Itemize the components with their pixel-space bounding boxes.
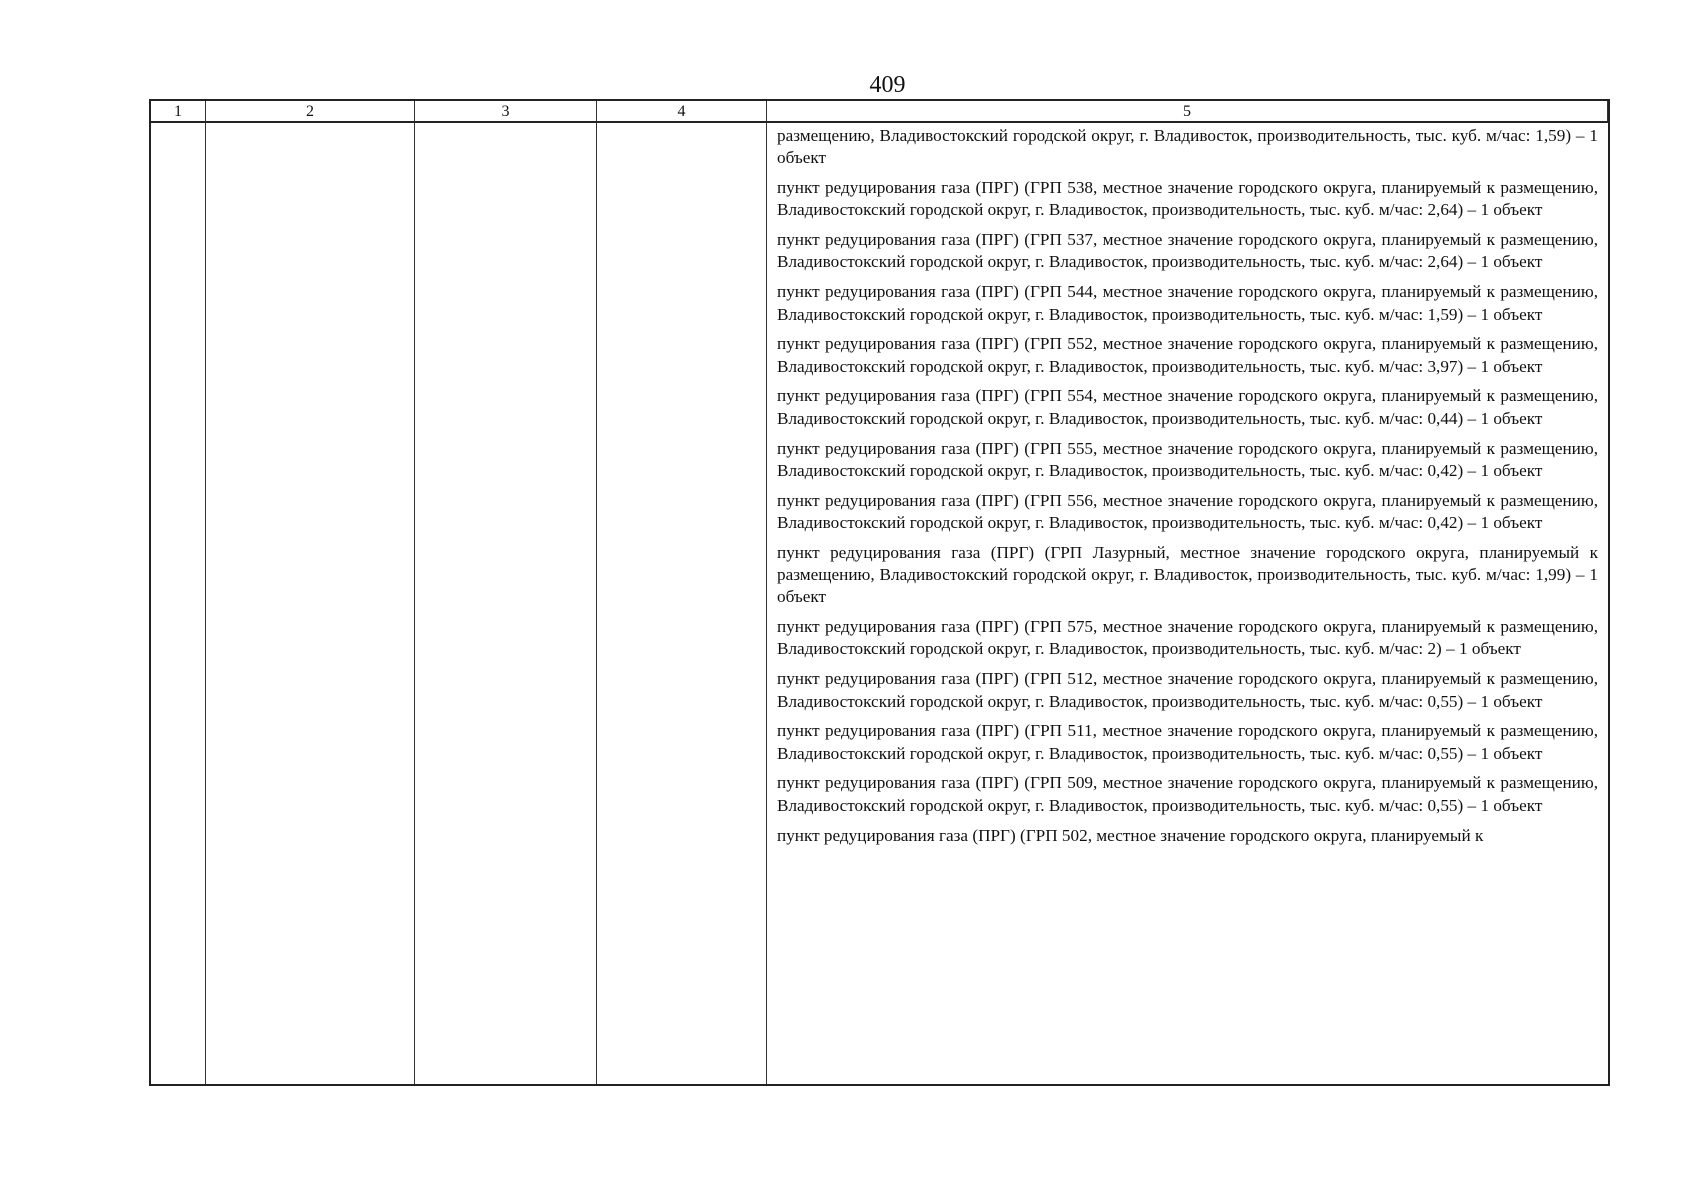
table-entry: размещению, Владивостокский городской округ, г. Владивосток, производительность, тыс. куб. м/час: 1,59) – 1 объект: [777, 126, 1598, 168]
column-header-1: 1: [151, 101, 206, 123]
column-2-body: [206, 123, 415, 1084]
page-number: 409: [869, 72, 906, 98]
column-header-2: 2: [206, 101, 415, 123]
table-entry: пункт редуцирования газа (ПРГ) (ГРП 502, местное значение городского округа, планируемый к: [777, 825, 1484, 845]
table-entry: пункт редуцирования газа (ПРГ) (ГРП 544, местное значение городского округа, планируемый к размещению, Владивостокский городской округ, г. Владивосток, производительность, тыс. куб. м/час: 1,59) – 1 объект: [777, 282, 1598, 324]
table-entry: пункт редуцирования газа (ПРГ) (ГРП 511, местное значение городского округа, планируемый к размещению, Владивостокский городской округ, г. Владивосток, производительность, тыс. куб. м/час: 0,55) – 1 объект: [777, 721, 1598, 763]
table-entry: пункт редуцирования газа (ПРГ) (ГРП 575, местное значение городского округа, планируемый к размещению, Владивостокский городской округ, г. Владивосток, производительность, тыс. куб. м/час: 2) – 1 объект: [777, 617, 1598, 659]
document-table: [149, 99, 1610, 1086]
column-header-5: 5: [767, 101, 1608, 123]
table-entry: пункт редуцирования газа (ПРГ) (ГРП 552, местное значение городского округа, планируемый к размещению, Владивостокский городской округ, г. Владивосток, производительность, тыс. куб. м/час: 3,97) – 1 объект: [777, 334, 1598, 376]
column-header-3: 3: [415, 101, 597, 123]
column-4-body: [597, 123, 767, 1084]
column-header-4: 4: [597, 101, 767, 123]
column-1-body: [151, 123, 206, 1084]
table-entry: пункт редуцирования газа (ПРГ) (ГРП 555, местное значение городского округа, планируемый к размещению, Владивостокский городской округ, г. Владивосток, производительность, тыс. куб. м/час: 0,42) – 1 объект: [777, 438, 1598, 480]
column-3-body: [415, 123, 597, 1084]
table-entry: пункт редуцирования газа (ПРГ) (ГРП Лазурный, местное значение городского округа, планируемый к размещению, Владивостокский городской округ, г. Владивосток, производительность, тыс. куб. м/час: 1,99) – 1 объект: [777, 542, 1598, 607]
table-entry: пункт редуцирования газа (ПРГ) (ГРП 512, местное значение городского округа, планируемый к размещению, Владивостокский городской округ, г. Владивосток, производительность, тыс. куб. м/час: 0,55) – 1 объект: [777, 669, 1598, 711]
column-5-body: [767, 123, 1608, 1084]
table-entry: пункт редуцирования газа (ПРГ) (ГРП 554, местное значение городского округа, планируемый к размещению, Владивостокский городской округ, г. Владивосток, производительность, тыс. куб. м/час: 0,44) – 1 объект: [777, 386, 1598, 428]
table-entry: пункт редуцирования газа (ПРГ) (ГРП 538, местное значение городского округа, планируемый к размещению, Владивостокский городской округ, г. Владивосток, производительность, тыс. куб. м/час: 2,64) – 1 объект: [777, 178, 1598, 220]
table-entry: пункт редуцирования газа (ПРГ) (ГРП 537, местное значение городского округа, планируемый к размещению, Владивостокский городской округ, г. Владивосток, производительность, тыс. куб. м/час: 2,64) – 1 объект: [777, 230, 1598, 272]
table-entry: пункт редуцирования газа (ПРГ) (ГРП 509, местное значение городского округа, планируемый к размещению, Владивостокский городской округ, г. Владивосток, производительность, тыс. куб. м/час: 0,55) – 1 объект: [777, 773, 1598, 815]
table-entry: пункт редуцирования газа (ПРГ) (ГРП 556, местное значение городского округа, планируемый к размещению, Владивостокский городской округ, г. Владивосток, производительность, тыс. куб. м/час: 0,42) – 1 объект: [777, 490, 1598, 532]
